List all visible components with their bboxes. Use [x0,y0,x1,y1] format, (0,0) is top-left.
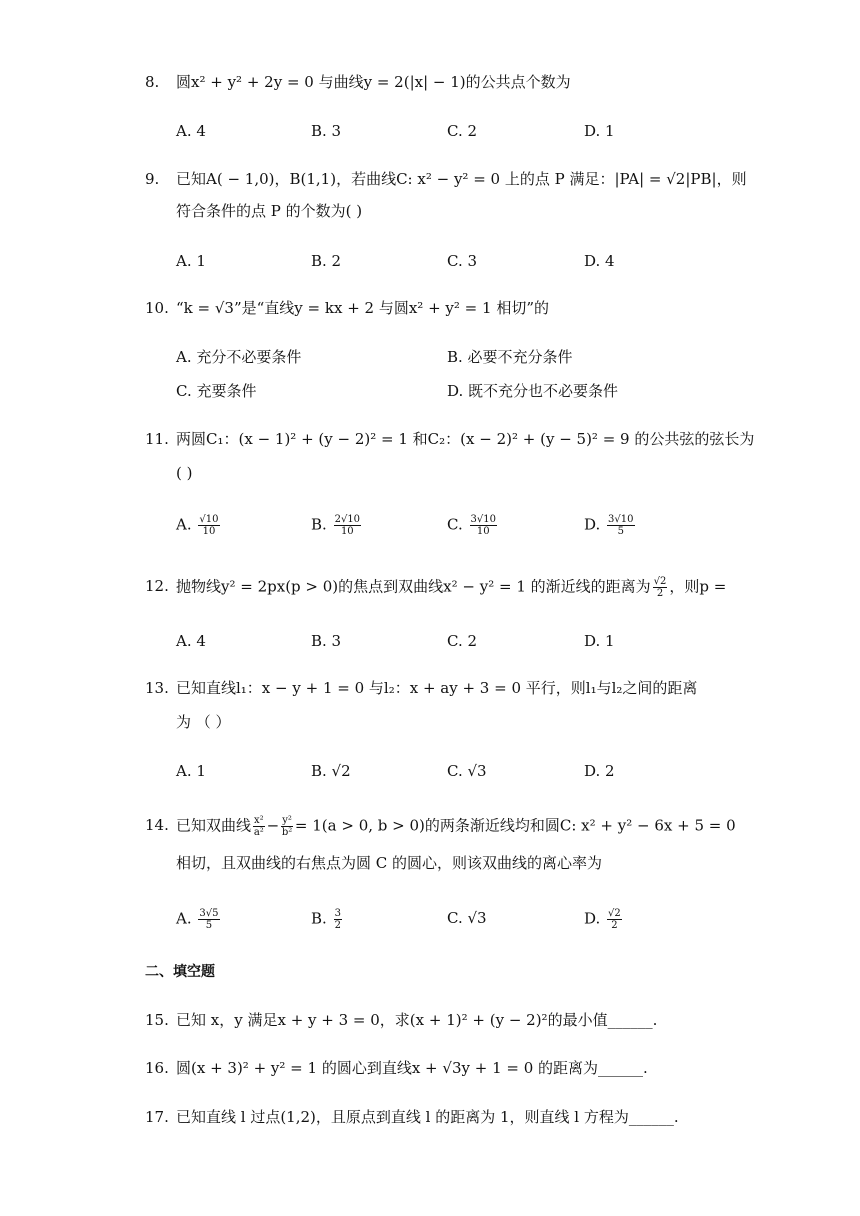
option-d[interactable]: D. 4 [584,252,615,270]
distance-fraction [653,576,668,599]
numerator: 3√5 [199,908,219,919]
question-number: 9. [145,170,160,188]
denominator: 2 [334,920,341,931]
option-d[interactable] [584,514,637,537]
denominator: 2 [611,920,618,931]
question-text-line2: ( ) [176,464,193,482]
question-text: “k = √3”是“直线y = kx + 2 与圆x² + y² = 1 相切”的 [176,299,549,317]
denominator: 5 [617,526,624,537]
denominator: a² [253,827,264,838]
option-b[interactable]: B. 3 [311,632,342,650]
numerator: x² [254,815,264,826]
option-d[interactable]: D. 1 [584,122,615,140]
numerator: 2√10 [334,514,361,525]
question-text: 已知直线l₁：x − y + 1 = 0 与l₂：x + ay + 3 = 0 平行，则l₁与l₂之间的距离 [176,679,698,697]
option-a[interactable] [176,908,222,931]
section-title: 二、填空题 [145,964,215,980]
option-d[interactable]: D. 既不充分也不必要条件 [447,382,619,400]
fraction-y2-b2 [281,815,293,838]
option-c[interactable]: C. 3 [447,252,478,270]
question-text [176,815,736,838]
numerator: √10 [199,514,219,525]
option-c[interactable]: C. 充要条件 [176,382,257,400]
question-number: 14. [145,816,169,834]
option-label: A. [176,909,192,928]
question-text-part1: 抛物线y² = 2px(p > 0)的焦点到双曲线x² − y² = 1 的渐近线的距离为 [176,577,651,596]
question-text-line2: 相切，且双曲线的右焦点为圆 C 的圆心，则该双曲线的离心率为 [176,854,603,872]
question-number: 10. [145,299,169,317]
option-fraction [198,908,219,931]
question-text-part2: ，则p = [669,577,727,596]
option-d[interactable]: D. 2 [584,762,615,780]
option-label: B. [311,515,327,534]
denominator: 10 [476,526,490,537]
denominator: 2 [656,588,664,599]
option-c[interactable] [447,514,499,537]
option-a[interactable]: A. 1 [176,252,206,270]
option-label: D. [584,515,601,534]
denominator: b² [281,827,293,838]
option-c[interactable]: C. 2 [447,632,478,650]
minus-sign: − [266,816,280,835]
option-c[interactable] [447,908,487,928]
option-fraction [607,908,622,931]
numerator: 3√10 [470,514,496,525]
option-a[interactable]: A. 4 [176,632,206,650]
question-text-line2: 符合条件的点 P 的个数为( ) [176,202,363,220]
question-text [176,576,726,599]
option-a[interactable]: A. 4 [176,122,206,140]
option-label: C. [447,909,463,927]
option-b[interactable]: B. 3 [311,122,342,140]
numerator: y² [282,815,292,826]
option-label: C. [447,515,463,534]
question-text: 圆(x + 3)² + y² = 1 的圆心到直线x + √3y + 1 = 0 的距离为______. [176,1059,648,1077]
denominator: 10 [340,526,354,537]
option-a[interactable]: A. 1 [176,762,206,780]
option-a[interactable]: A. 充分不必要条件 [176,348,302,366]
question-number: 17. [145,1108,169,1126]
option-text: √3 [467,909,487,927]
option-b[interactable]: B. 2 [311,252,342,270]
question-text: 已知A( − 1,0)，B(1,1)，若曲线C: x² − y² = 0 上的点 P 满足：|PA| = √2|PB|，则 [176,170,747,188]
option-fraction [607,514,634,537]
option-label: B. [311,909,327,928]
option-d[interactable] [584,908,624,931]
option-b[interactable]: B. 必要不充分条件 [447,348,573,366]
numerator: 3√10 [608,514,634,525]
fraction-x2-a2 [253,815,265,838]
denominator: 5 [205,920,213,931]
question-number: 11. [145,430,169,448]
numerator: 3 [334,908,341,919]
question-text: 两圆C₁：(x − 1)² + (y − 2)² = 1 和C₂：(x − 2)² + (y − 5)² = 9 的公共弦的弦长为 [176,430,755,448]
option-b[interactable]: B. √2 [311,762,351,780]
numerator: √2 [608,908,621,919]
question-number: 8. [145,73,160,91]
question-number: 15. [145,1011,169,1029]
option-c[interactable]: C. √3 [447,762,487,780]
option-fraction [470,514,497,537]
option-a[interactable] [176,514,222,537]
question-text: 已知直线 l 过点(1,2)，且原点到直线 l 的距离为 1，则直线 l 方程为______. [176,1108,679,1126]
option-c[interactable]: C. 2 [447,122,478,140]
option-d[interactable]: D. 1 [584,632,615,650]
question-text: 已知 x，y 满足x + y + 3 = 0，求(x + 1)² + (y − 2)²的最小值______. [176,1011,658,1029]
question-number: 16. [145,1059,169,1077]
question-text: 圆x² + y² + 2y = 0 与曲线y = 2(|x| − 1)的公共点个数为 [176,73,571,91]
option-b[interactable] [311,514,363,537]
denominator: 10 [202,526,216,537]
option-fraction [334,514,361,537]
option-b[interactable] [311,908,344,931]
question-number: 12. [145,577,169,595]
question-text-line2: 为 （ ） [176,713,231,731]
numerator: √2 [653,576,667,587]
option-fraction [334,908,342,931]
question-number: 13. [145,679,169,697]
question-text-part1: 已知双曲线 [176,816,252,835]
option-fraction [198,514,219,537]
question-text-part2: = 1(a > 0, b > 0)的两条渐近线均和圆C: x² + y² − 6x + 5 = 0 [294,816,736,835]
option-label: A. [176,515,192,534]
option-label: D. [584,909,601,928]
